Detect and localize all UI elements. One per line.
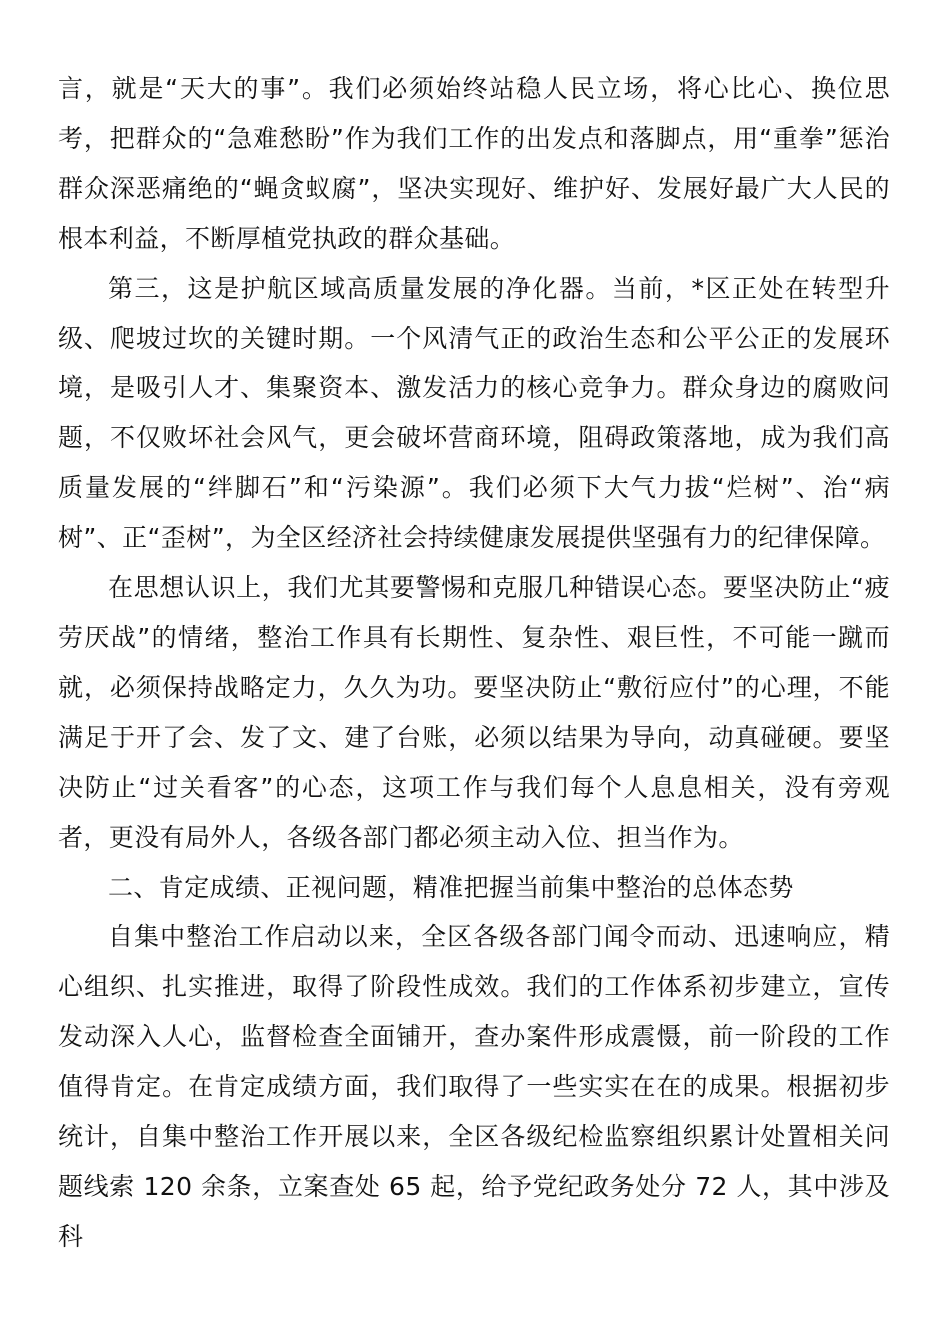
paragraph-4: 自集中整治工作启动以来，全区各级各部门闻令而动、迅速响应，精心组织、扎实推进，取得了阶段性成效。我们的工作体系初步建立，宣传发动深入人心，监督检查全面铺开，查办案件形成震慑，前一阶段的工作值得肯定。在肯定成绩方面，我们取得了一些实实在在的成果。根据初步统计，自集中整治工作开展以来，全区各级纪检监察组织累计处置相关问题线索 120 余条，立案查处 65 起，给予党纪政务处分 72 人，其中涉及科: [58, 922, 890, 1251]
paragraph-2: 第三，这是护航区域高质量发展的净化器。当前，*区正处在转型升级、爬坡过坎的关键时期。一个风清气正的政治生态和公平公正的发展环境，是吸引人才、集聚资本、激发活力的核心竞争力。群众身边的腐败问题，不仅败坏社会风气，更会破坏营商环境，阻碍政策落地，成为我们高质量发展的“绊脚石”和“污染源”。我们必须下大气力拔“烂树”、治“病树”、正“歪树”，为全区经济社会持续健康发展提供坚强有力的纪律保障。: [58, 273, 890, 553]
document-page: [58, 64, 890, 1262]
paragraph-3: 在思想认识上，我们尤其要警惕和克服几种错误心态。要坚决防止“疲劳厌战”的情绪，整治工作具有长期性、复杂性、艰巨性，不可能一蹴而就，必须保持战略定力，久久为功。要坚决防止“敷衍应付”的心理，不能满足于开了会、发了文、建了台账，必须以结果为导向，动真碰硬。要坚决防止“过关看客”的心态，这项工作与我们每个人息息相关，没有旁观者，更没有局外人，各级各部门都必须主动入位、担当作为。: [58, 573, 890, 852]
section-heading: 二、肯定成绩、正视问题，精准把握当前集中整治的总体态势: [108, 872, 794, 902]
paragraph-1: 言，就是“天大的事”。我们必须始终站稳人民立场，将心比心、换位思考，把群众的“急难愁盼”作为我们工作的出发点和落脚点，用“重拳”惩治群众深恶痛绝的“蝇贪蚁腐”，坚决实现好、维护好、发展好最广大人民的根本利益，不断厚植党执政的群众基础。: [58, 74, 890, 253]
